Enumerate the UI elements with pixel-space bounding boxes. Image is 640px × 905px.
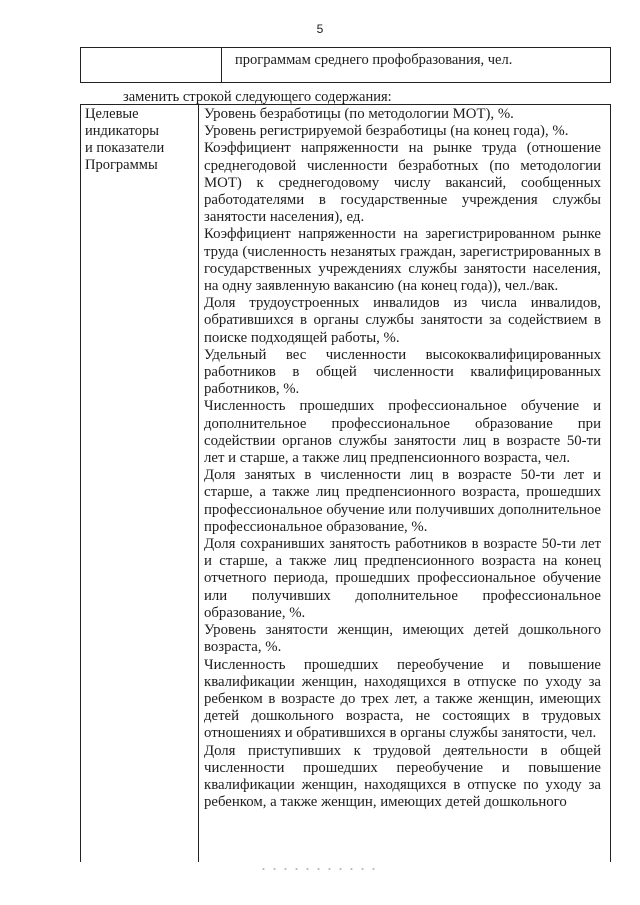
table-column-divider bbox=[198, 105, 199, 862]
indicator-paragraph: Уровень занятости женщин, имеющих детей дошкольного возраста, %. bbox=[204, 622, 601, 656]
indicator-paragraph: Численность прошедших профессиональное обучение и дополнительное профессиональное образование при содействии органов службы занятости лиц в возрасте 50-ти лет и старше, а также лиц предпенсионного возраста, чел. bbox=[204, 398, 601, 467]
table-cell-text: программам среднего профобразования, чел. bbox=[235, 52, 513, 68]
indicator-paragraph: Коэффициент напряженности на зарегистрированном рынке труда (численность незанятых граждан, зарегистрированных в государственных учреждениях службы занятости населения, на одну заявленную вакансию (на конец года)), чел./вак. bbox=[204, 226, 601, 295]
row-header-cell bbox=[85, 106, 195, 174]
indicator-paragraph: Численность прошедших переобучение и повышение квалификации женщин, находящихся в отпуске по уходу за ребенком в возрасте до трех лет, а также женщин, имеющих детей дошкольного возраста, не состоящих в трудовых отношениях и обратившихся в органы службы занятости, чел. bbox=[204, 656, 601, 742]
indicators-table bbox=[80, 104, 611, 862]
row-header-line: индикаторы bbox=[85, 123, 159, 139]
top-table-fragment bbox=[80, 47, 611, 83]
indicator-paragraph: Удельный вес численности высококвалифицированных работников в общей численности квалифицированных работников, %. bbox=[204, 346, 601, 398]
replace-instruction: заменить строкой следующего содержания: bbox=[123, 89, 392, 105]
scan-artifact bbox=[258, 866, 376, 872]
indicator-paragraph: Коэффициент напряженности на рынке труда (отношение среднегодовой численности безработных (по методологии МОТ) к среднегодовому числу вакансий, сообщенных работодателями в государственные учреждения службы занятости населения), ед. bbox=[204, 140, 601, 226]
indicator-paragraph: Уровень безработицы (по методологии МОТ), %. bbox=[204, 106, 514, 122]
indicator-paragraph: Доля сохранивших занятость работников в возрасте 50-ти лет и старше, а также лиц предпенсионного возраста на конец отчетного периода, прошедших профессиональное обучение или получивших дополнительное профессиональное образование, %. bbox=[204, 536, 601, 621]
row-header-line: Целевые bbox=[85, 106, 139, 122]
row-header-line: и показатели bbox=[85, 140, 165, 156]
indicator-paragraph: Доля занятых в численности лиц в возрасте 50-ти лет и старше, а также лиц предпенсионного возраста, прошедших профессиональное обучение или получивших дополнительное профессиональное образование, %. bbox=[204, 467, 601, 535]
indicators-cell bbox=[204, 106, 601, 811]
indicator-paragraph: Уровень регистрируемой безработицы (на конец года), %. bbox=[204, 123, 569, 140]
row-header-line: Программы bbox=[85, 157, 158, 173]
indicator-paragraph: Доля трудоустроенных инвалидов из числа инвалидов, обратившихся в органы службы занятости за содействием в поиске подходящей работы, %. bbox=[204, 295, 601, 346]
indicator-paragraph: Доля приступивших к трудовой деятельности в общей численности прошедших переобучение и повышение квалификации женщин, находящихся в отпуске по уходу за ребенком, а также женщин, имеющих детей дошкольного bbox=[204, 742, 601, 811]
page-number: 5 bbox=[316, 22, 324, 36]
table-column-divider bbox=[221, 48, 222, 82]
